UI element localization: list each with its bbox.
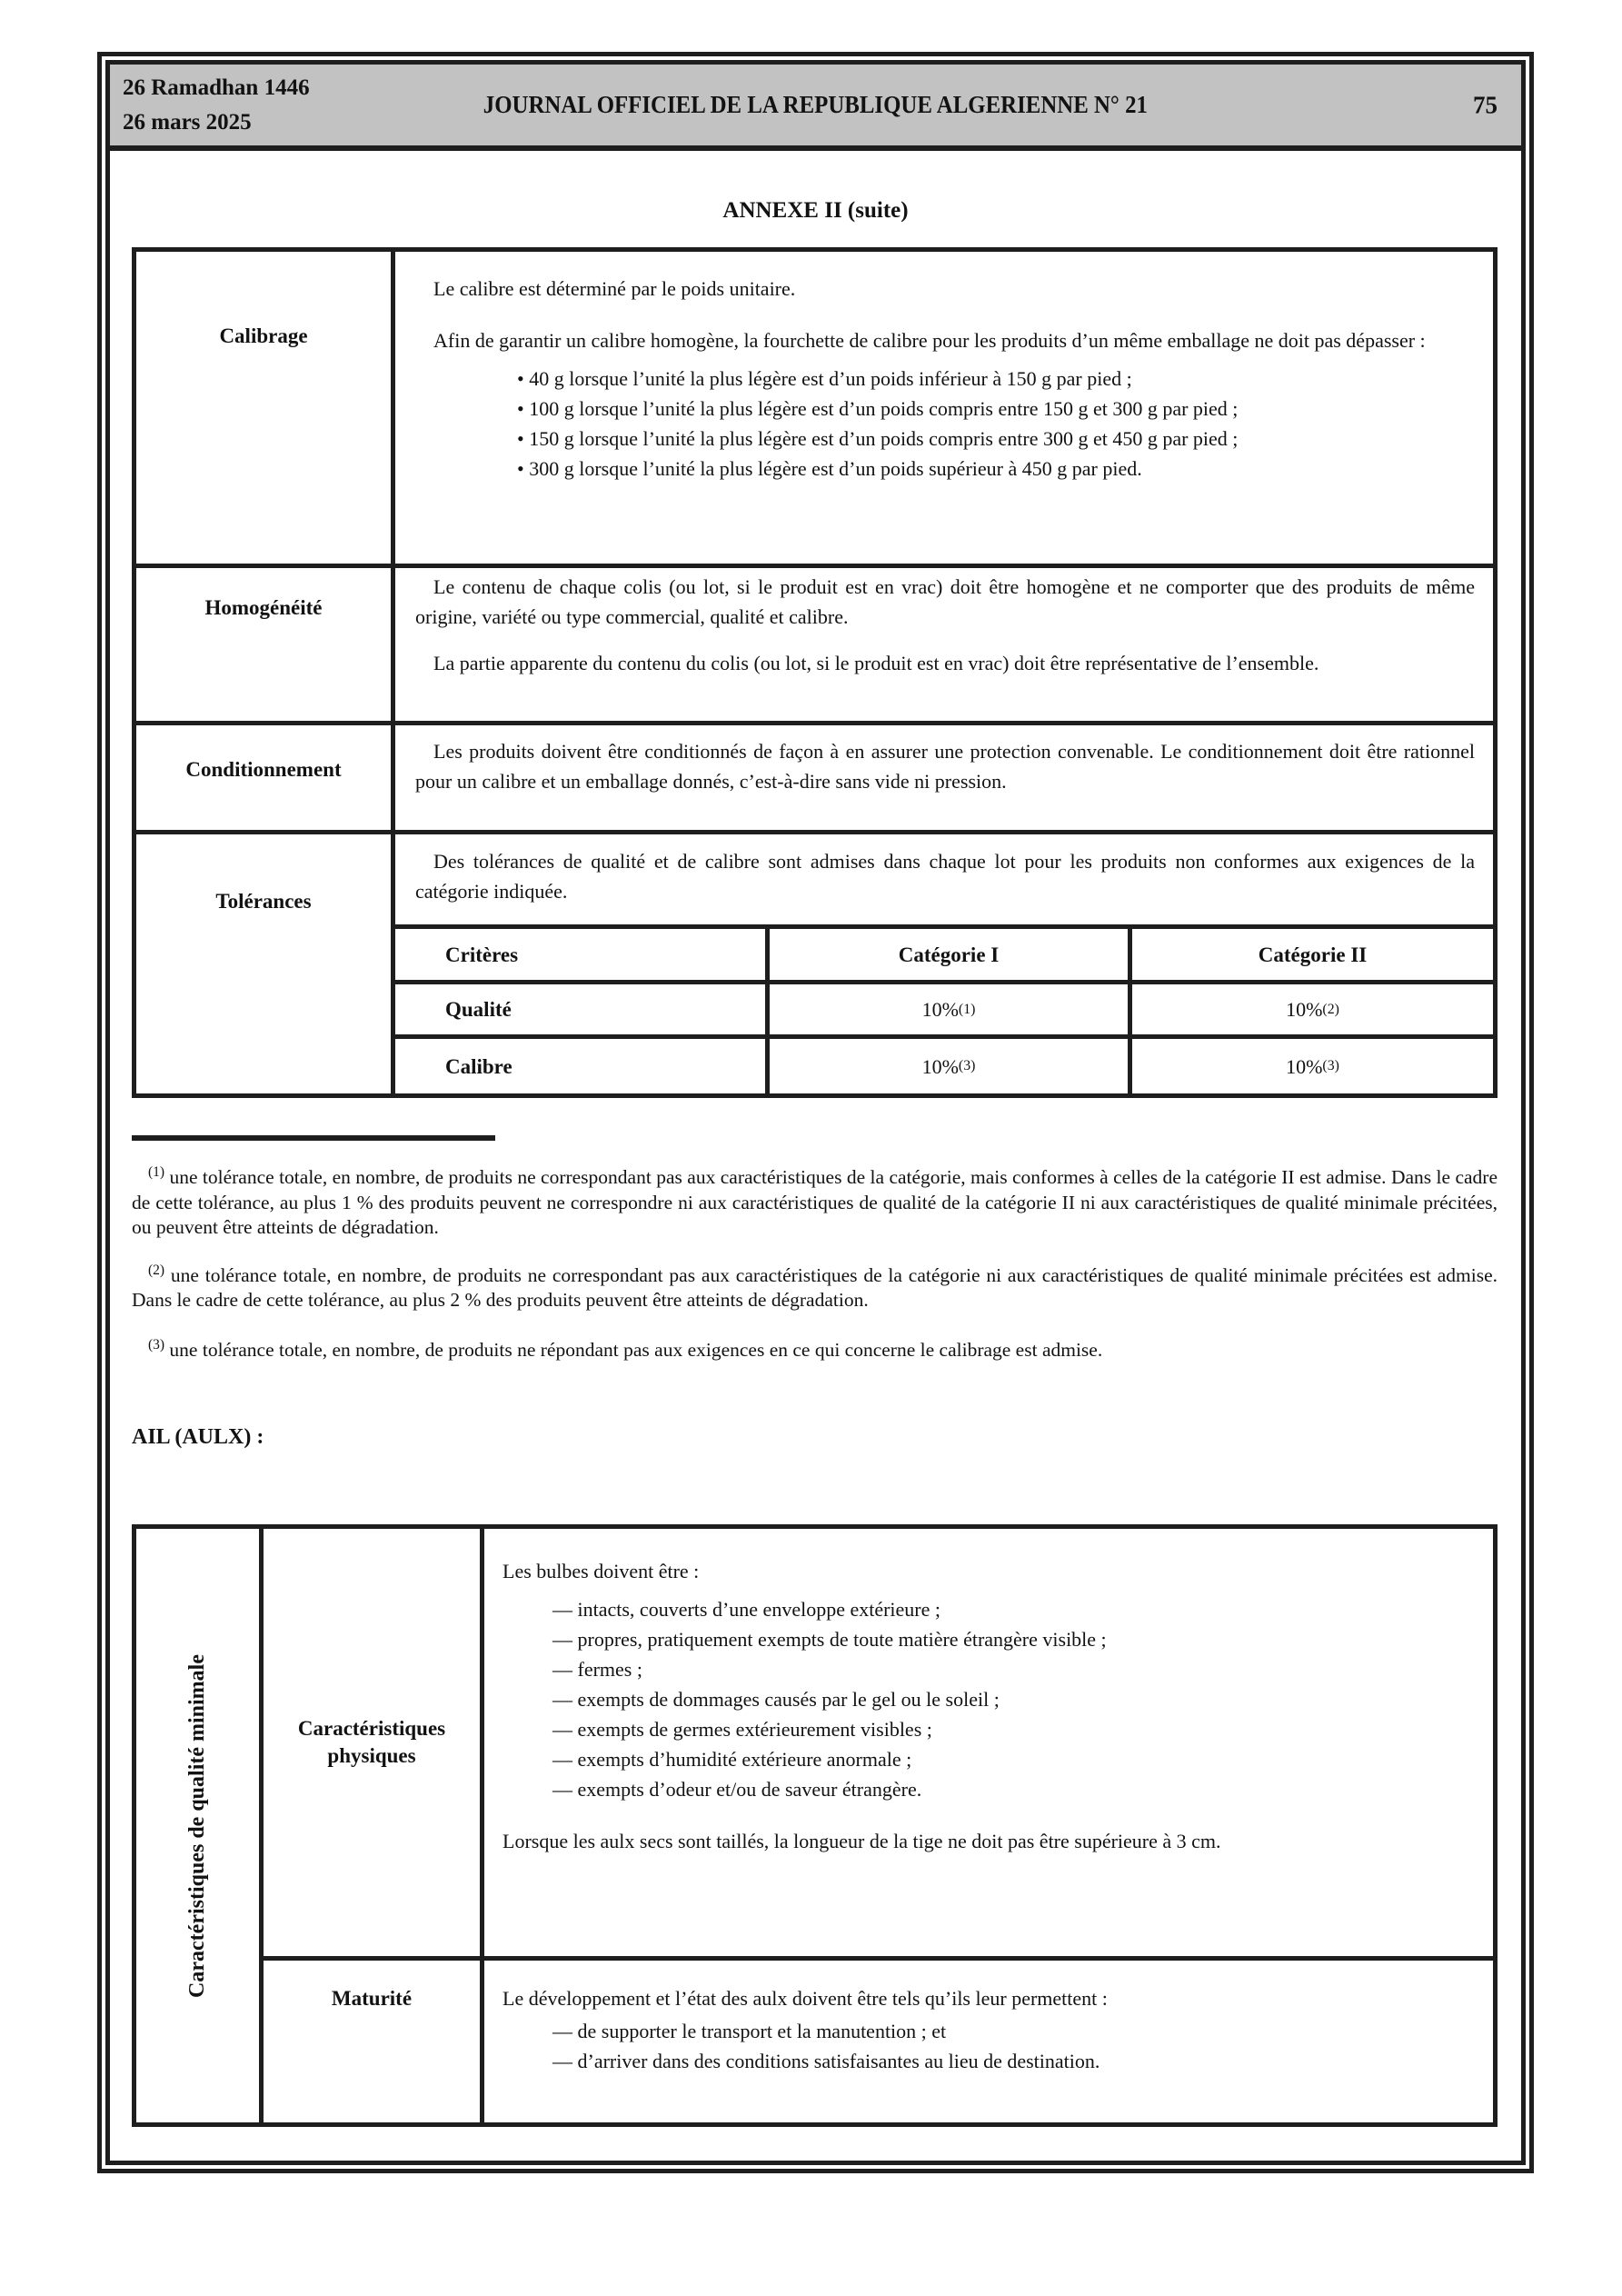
row-label-calibrage: Calibrage [136, 252, 395, 564]
footnote-1-marker: (1) [148, 1163, 165, 1180]
side-label-text: Caractéristiques de qualité minimale [185, 1653, 209, 1998]
subtable-row-qualite [395, 980, 1493, 1034]
subtable-header-row [395, 929, 1493, 980]
subtable-header-criteres: Critères [445, 943, 519, 966]
date-gregorian: 26 mars 2025 [123, 109, 252, 135]
subtable-header-categorie-1: Catégorie I [765, 929, 1128, 980]
label-caracteristiques-physiques [264, 1529, 484, 1956]
label-caracteristiques-physiques-text [298, 1715, 445, 1770]
footnote-2-marker: (2) [148, 1262, 165, 1278]
qualite-cat2-number: 10% [1286, 998, 1323, 1021]
row-label-tolerances: Tolérances [136, 834, 395, 1093]
physiques-label-line2: physiques [327, 1744, 416, 1767]
footnotes [132, 1165, 1498, 1363]
footnote-2 [132, 1263, 1498, 1313]
maturite-item-2: — d’arriver dans des conditions satisfaisantes au lieu de destination. [552, 2050, 1100, 2072]
maturite-item-1: — de supporter le transport et la manutention ; et [552, 2020, 947, 2042]
ail-table [132, 1524, 1498, 2127]
footnote-1 [132, 1165, 1498, 1241]
calibrage-bullet-1: • 40 g lorsque l’unité la plus légère est d’un poids inférieur à 150 g par pied ; [517, 367, 1132, 390]
physiques-item-7: — exempts d’odeur et/ou de saveur étrangère. [552, 1778, 922, 1801]
footnote-3-text: une tolérance totale, en nombre, de produits ne répondant pas aux exigences en ce qui concerne le calibrage est admise. [164, 1338, 1103, 1361]
table-row-tolerances [136, 830, 1493, 1093]
row-content-homogeneite [395, 568, 1493, 721]
qualite-cat2-value: 10% (2) [1128, 984, 1493, 1034]
calibrage-bullet-3: • 150 g lorsque l’unité la plus légère est d’un poids compris entre 300 g et 450 g par pied ; [517, 427, 1239, 450]
calibrage-paragraph-1: Le calibre est déterminé par le poids unitaire. [433, 277, 796, 300]
header-dates [123, 71, 310, 140]
physiques-item-5: — exempts de germes extérieurement visibles ; [552, 1718, 932, 1741]
journal-title-text: JOURNAL OFFICIEL DE LA REPUBLIQUE ALGERIENNE N° 21 [483, 91, 1149, 118]
row-maturite [264, 1956, 1493, 2122]
subtable-row-calibre [395, 1034, 1493, 1093]
calibrage-bullet-list [415, 364, 1475, 484]
row-caracteristiques-physiques [264, 1529, 1493, 1956]
specifications-table [132, 247, 1498, 1098]
subtable-header-categorie-2: Catégorie II [1128, 929, 1493, 980]
homogeneite-paragraph-1: Le contenu de chaque colis (ou lot, si le produit est en vrac) doit être homogène et ne comporter que des produits de même origine, variété ou type commercial, qualité et calibre. [415, 575, 1475, 628]
conditionnement-paragraph-1: Les produits doivent être conditionnés de façon à en assurer une protection convenable. Le conditionnement doit être rationnel pour un calibre et un emballage donnés, c’est-à-dire sans vide ni pression. [415, 740, 1475, 793]
calibre-label: Calibre [445, 1054, 512, 1078]
footnote-2-text: une tolérance totale, en nombre, de produits ne correspondant pas aux caractéristiques de la catégorie ni aux caractéristiques de qualité minimale précitées est admise. Dans le cadre de cette tolérance, au plus 2 % des produits peuvent être atteints de dégradation. [132, 1263, 1498, 1311]
row-content-calibrage [395, 252, 1493, 564]
calibre-cat2-value: 10% (3) [1128, 1039, 1493, 1093]
calibre-cat1-value: 10% (3) [765, 1039, 1128, 1093]
date-hijri: 26 Ramadhan 1446 [123, 75, 310, 100]
physiques-label-line1: Caractéristiques [297, 1717, 446, 1740]
physiques-item-6: — exempts d’humidité extérieure anormale ; [552, 1748, 912, 1771]
journal-header [110, 65, 1521, 151]
side-label-cell [136, 1529, 264, 2122]
row-label-homogeneite: Homogénéité [136, 568, 395, 721]
physiques-intro: Les bulbes doivent être : [503, 1560, 700, 1582]
physiques-outro: Lorsque les aulx secs sont taillés, la longueur de la tige ne doit pas être supérieure à 3 cm. [503, 1830, 1221, 1852]
table-row-homogeneite [136, 564, 1493, 721]
tolerances-intro: Des tolérances de qualité et de calibre sont admises dans chaque lot pour les produits non conformes aux exigences de la catégorie indiquée. [415, 850, 1475, 903]
page-number: 75 [1473, 91, 1498, 118]
calibrage-bullet-4: • 300 g lorsque l’unité la plus légère est d’un poids supérieur à 450 g par pied. [517, 457, 1142, 480]
calibre-cat1-number: 10% [921, 1054, 959, 1078]
label-maturite: Maturité [264, 1961, 484, 2122]
table-row-calibrage [136, 252, 1493, 564]
physiques-item-4: — exempts de dommages causés par le gel ou le soleil ; [552, 1688, 1000, 1711]
qualite-cat1-value: 10% (1) [765, 984, 1128, 1034]
tolerances-subtable [395, 924, 1493, 1093]
physiques-item-3: — fermes ; [552, 1658, 642, 1681]
content-caracteristiques-physiques [484, 1529, 1493, 1956]
maturite-list [503, 2016, 1477, 2076]
row-label-conditionnement: Conditionnement [136, 725, 395, 830]
row-content-tolerances [395, 834, 1493, 1093]
calibre-cat2-number: 10% [1286, 1054, 1323, 1078]
content-maturite [484, 1961, 1493, 2122]
physiques-list [503, 1594, 1477, 1804]
footnote-3-marker: (3) [148, 1336, 165, 1353]
maturite-intro: Le développement et l’état des aulx doivent être tels qu’ils leur permettent : [503, 1987, 1108, 2010]
qualite-cat1-number: 10% [921, 998, 959, 1021]
journal-title [110, 91, 1521, 119]
homogeneite-paragraph-2: La partie apparente du contenu du colis (ou lot, si le produit est en vrac) doit être représentative de l’ensemble. [433, 652, 1319, 674]
footnote-1-text: une tolérance totale, en nombre, de produits ne correspondant pas aux caractéristiques de la catégorie, mais conformes à celles de la catégorie II est admise. Dans le cadre de cette tolérance, au plus 1 % des produits peuvent ne correspondre ni aux caractéristiques de qualité de la catégorie II ni aux caractéristiques de qualité minimale précitées, ou peuvent être atteints de dégradation. [132, 1166, 1498, 1238]
footnote-3 [132, 1338, 1498, 1363]
footnote-separator-rule [132, 1135, 495, 1141]
section-title-ail: AIL (AULX) : [132, 1425, 264, 1449]
ail-table-main [264, 1529, 1493, 2122]
annexe-title: ANNEXE II (suite) [722, 198, 909, 223]
qualite-label: Qualité [445, 998, 512, 1021]
table-row-conditionnement [136, 721, 1493, 830]
calibrage-paragraph-2: Afin de garantir un calibre homogène, la fourchette de calibre pour les produits d’un même emballage ne doit pas dépasser : [433, 329, 1426, 352]
physiques-item-2: — propres, pratiquement exempts de toute matière étrangère visible ; [552, 1628, 1107, 1651]
row-content-conditionnement [395, 725, 1493, 830]
calibrage-bullet-2: • 100 g lorsque l’unité la plus légère est d’un poids compris entre 150 g et 300 g par pied ; [517, 397, 1239, 420]
physiques-item-1: — intacts, couverts d’une enveloppe extérieure ; [552, 1598, 941, 1621]
